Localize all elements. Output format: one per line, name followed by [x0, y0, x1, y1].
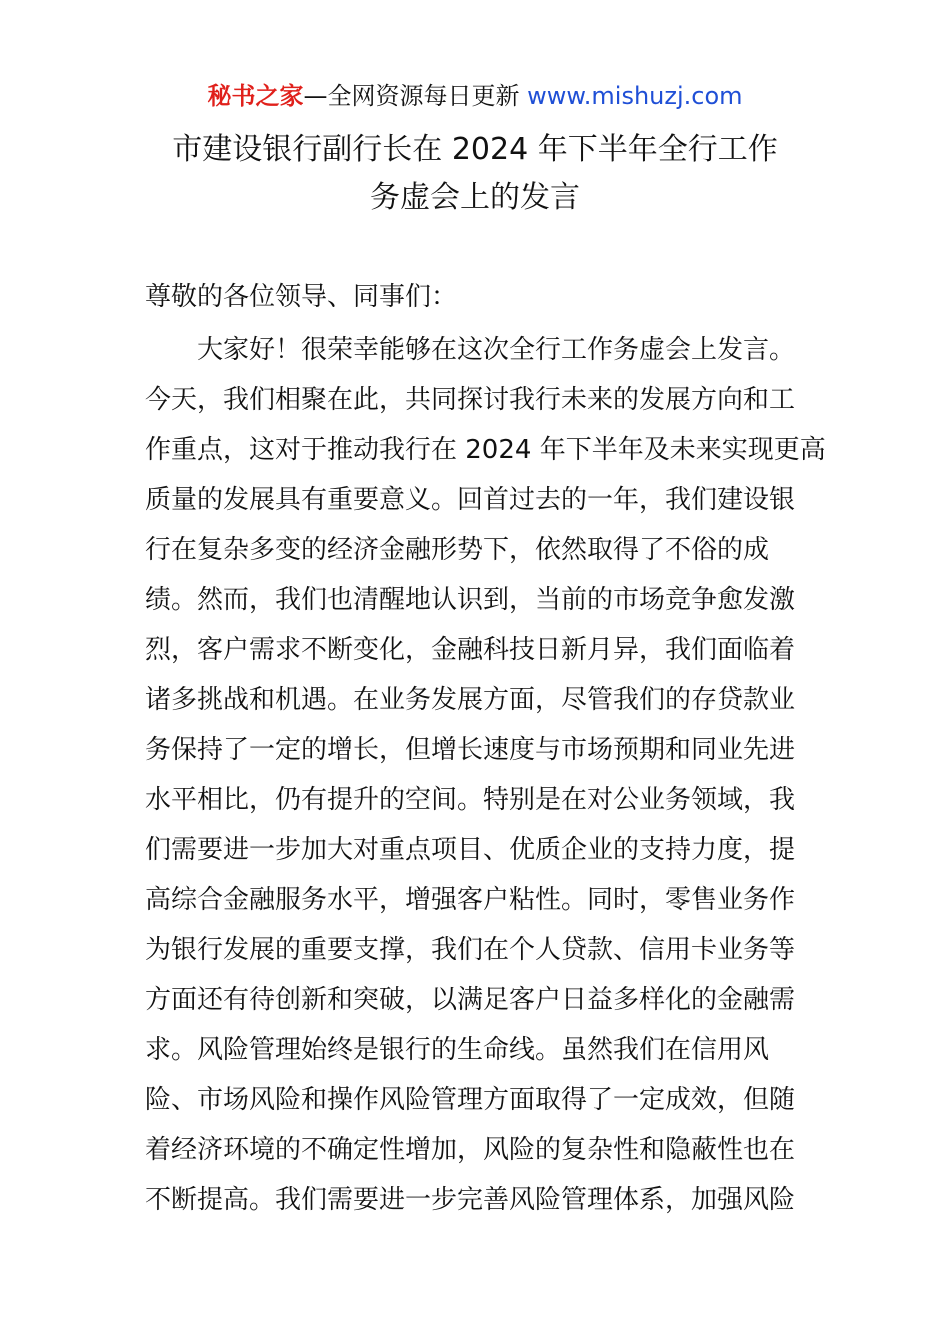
body-line: 质量的发展具有重要意义。回首过去的一年，我们建设银 [145, 485, 796, 515]
body-line: 诸多挑战和机遇。在业务发展方面，尽管我们的存贷款业 [145, 685, 796, 715]
body-line: 烈，客户需求不断变化，金融科技日新月异，我们面临着 [145, 635, 796, 665]
body-line: 绩。然而，我们也清醒地认识到，当前的市场竞争愈发激 [145, 585, 796, 615]
document-title [0, 126, 950, 222]
body-line: 高综合金融服务水平，增强客户粘性。同时，零售业务作 [145, 885, 796, 915]
site-url-link[interactable]: www.mishuzj.com [527, 82, 743, 110]
site-header [0, 80, 950, 112]
salutation: 尊敬的各位领导、同事们： [145, 282, 458, 312]
body-line: 着经济环境的不确定性增加，风险的复杂性和隐蔽性也在 [145, 1135, 796, 1165]
body-line: 求。风险管理始终是银行的生命线。虽然我们在信用风 [145, 1035, 770, 1065]
document-title-line: 市建设银行副行长在 2024 年下半年全行工作 [172, 132, 778, 167]
body-line: 不断提高。我们需要进一步完善风险管理体系，加强风险 [145, 1185, 796, 1215]
body-line: 水平相比，仍有提升的空间。特别是在对公业务领域，我 [145, 785, 796, 815]
body-line: 险、市场风险和操作风险管理方面取得了一定成效，但随 [145, 1085, 796, 1115]
body-line: 行在复杂多变的经济金融形势下，依然取得了不俗的成 [145, 535, 770, 565]
site-tagline: —全网资源每日更新 [303, 82, 520, 110]
body-line: 为银行发展的重要支撑，我们在个人贷款、信用卡业务等 [145, 935, 796, 965]
body-line: 作重点，这对于推动我行在 2024 年下半年及未来实现更高 [145, 435, 826, 465]
document-title-line: 务虚会上的发言 [370, 180, 580, 215]
body-line: 大家好！很荣幸能够在这次全行工作务虚会上发言。 [145, 335, 796, 365]
document-body [145, 325, 826, 1225]
body-line: 今天，我们相聚在此，共同探讨我行未来的发展方向和工 [145, 385, 796, 415]
body-line: 方面还有待创新和突破，以满足客户日益多样化的金融需 [145, 985, 796, 1015]
body-line: 务保持了一定的增长，但增长速度与市场预期和同业先进 [145, 735, 796, 765]
body-line: 们需要进一步加大对重点项目、优质企业的支持力度，提 [145, 835, 796, 865]
site-brand: 秘书之家 [207, 82, 304, 110]
